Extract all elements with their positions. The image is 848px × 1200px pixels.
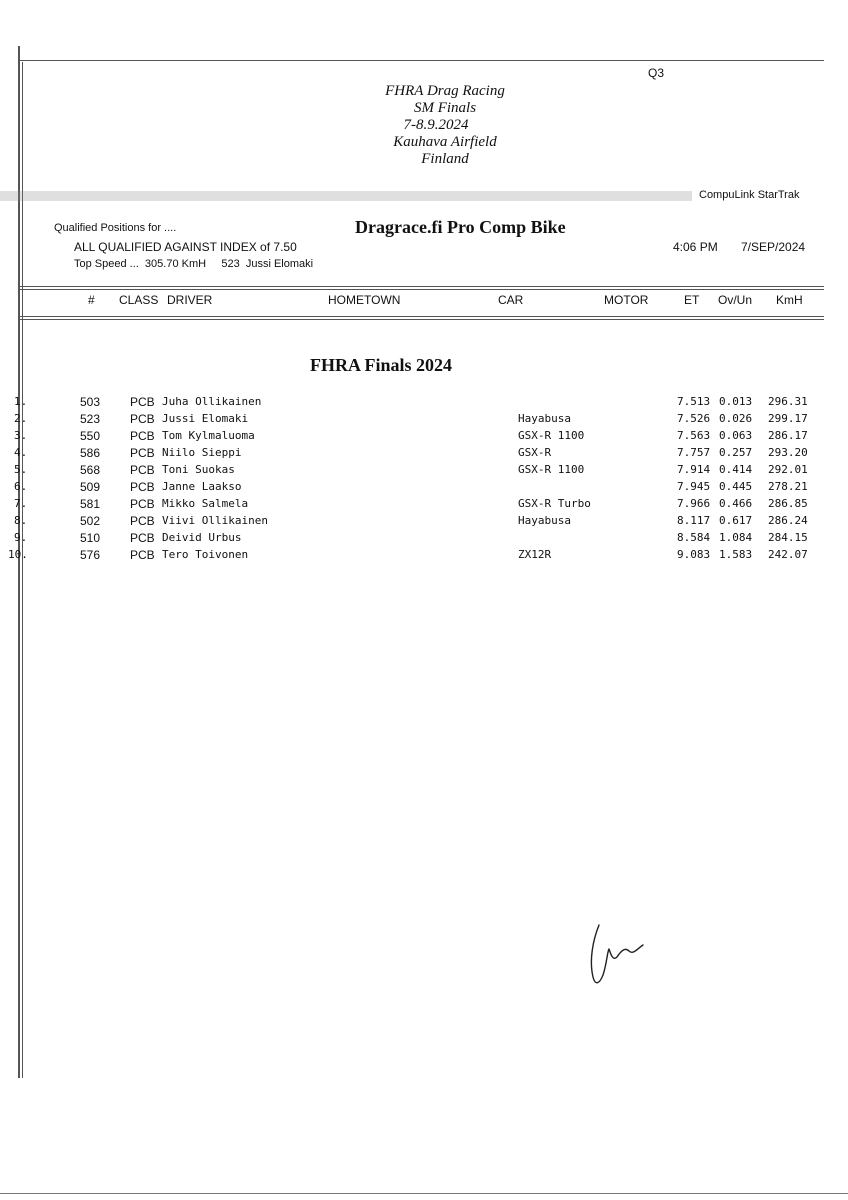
cell-ovun: 0.063 — [719, 429, 753, 442]
table-row — [0, 463, 848, 479]
left-border-line-inner — [22, 62, 23, 1078]
table-row — [0, 514, 848, 530]
qualified-label: Qualified Positions for .... — [54, 222, 177, 234]
cell-car: GSX-R 1100 — [518, 463, 585, 476]
cell-position: 8. — [14, 514, 28, 527]
cell-driver: Juha Ollikainen — [162, 395, 262, 408]
cell-et: 7.757 — [677, 446, 711, 459]
table-row — [0, 412, 848, 428]
report-date: 7/SEP/2024 — [741, 240, 806, 254]
cell-ovun: 0.466 — [719, 497, 753, 510]
table-row — [0, 548, 848, 564]
cell-position: 1. — [14, 395, 28, 408]
col-header-kmh: KmH — [776, 293, 803, 307]
col-header-car: CAR — [498, 293, 524, 307]
cell-number: 550 — [80, 429, 101, 443]
cell-ovun: 0.257 — [719, 446, 753, 459]
cell-number: 510 — [80, 531, 101, 545]
cell-position: 10. — [8, 548, 28, 561]
bottom-page-line — [0, 1193, 848, 1194]
col-header-class: CLASS — [119, 293, 159, 307]
cell-kmh: 286.24 — [768, 514, 808, 527]
event-line: Kauhava Airfield — [393, 134, 497, 150]
cell-kmh: 293.20 — [768, 446, 808, 459]
col-header-et: ET — [684, 293, 700, 307]
cell-ovun: 0.013 — [719, 395, 753, 408]
cell-number: 586 — [80, 446, 101, 460]
cell-class: PCB — [130, 531, 155, 545]
event-line: 7-8.9.2024 — [403, 117, 469, 133]
col-header-hometown: HOMETOWN — [328, 293, 401, 307]
cell-kmh: 284.15 — [768, 531, 808, 544]
brand-label: CompuLink StarTrak — [699, 189, 800, 201]
cell-class: PCB — [130, 497, 155, 511]
cell-class: PCB — [130, 429, 155, 443]
cell-kmh: 286.85 — [768, 497, 808, 510]
dotted-separator — [0, 191, 692, 201]
cell-class: PCB — [130, 446, 155, 460]
cell-position: 5. — [14, 463, 28, 476]
cell-driver: Deivid Urbus — [162, 531, 242, 544]
cell-car: Hayabusa — [518, 412, 571, 425]
col-header-num: # — [88, 293, 95, 307]
table-row — [0, 531, 848, 547]
cell-kmh: 278.21 — [768, 480, 808, 493]
table-row — [0, 446, 848, 462]
cell-driver: Tom Kylmaluoma — [162, 429, 255, 442]
cell-driver: Mikko Salmela — [162, 497, 249, 510]
header-rule-top — [18, 286, 824, 287]
cell-class: PCB — [130, 412, 155, 426]
cell-ovun: 0.026 — [719, 412, 753, 425]
cell-driver: Tero Toivonen — [162, 548, 249, 561]
cell-kmh: 292.01 — [768, 463, 808, 476]
cell-et: 7.914 — [677, 463, 711, 476]
index-line: ALL QUALIFIED AGAINST INDEX of 7.50 — [74, 240, 297, 254]
table-row — [0, 497, 848, 513]
cell-kmh: 299.17 — [768, 412, 808, 425]
cell-car: ZX12R — [518, 548, 552, 561]
event-line: FHRA Drag Racing — [385, 83, 505, 99]
cell-et: 7.526 — [677, 412, 711, 425]
cell-car: GSX-R Turbo — [518, 497, 591, 510]
cell-class: PCB — [130, 548, 155, 562]
cell-et: 7.513 — [677, 395, 711, 408]
cell-class: PCB — [130, 395, 155, 409]
cell-class: PCB — [130, 463, 155, 477]
cell-et: 7.563 — [677, 429, 711, 442]
cell-ovun: 0.617 — [719, 514, 753, 527]
cell-position: 6. — [14, 480, 28, 493]
cell-et: 7.945 — [677, 480, 711, 493]
col-header-ovun: Ov/Un — [718, 293, 753, 307]
event-line: SM Finals — [413, 100, 477, 116]
report-time: 4:06 PM — [673, 240, 718, 254]
cell-number: 523 — [80, 412, 101, 426]
table-row — [0, 480, 848, 496]
cell-number: 509 — [80, 480, 101, 494]
cell-car: Hayabusa — [518, 514, 571, 527]
cell-et: 9.083 — [677, 548, 711, 561]
report-code: Q3 — [648, 66, 665, 80]
cell-driver: Niilo Sieppi — [162, 446, 242, 459]
cell-ovun: 1.583 — [719, 548, 753, 561]
cell-kmh: 242.07 — [768, 548, 808, 561]
cell-et: 8.117 — [677, 514, 711, 527]
table-row — [0, 395, 848, 411]
event-line: Finland — [421, 151, 469, 167]
cell-car: GSX-R 1100 — [518, 429, 585, 442]
header-rule-top-2 — [18, 289, 824, 290]
cell-driver: Janne Laakso — [162, 480, 242, 493]
class-title: Dragrace.fi Pro Comp Bike — [355, 217, 566, 237]
cell-number: 581 — [80, 497, 101, 511]
header-rule-bottom — [18, 316, 824, 317]
col-header-motor: MOTOR — [604, 293, 649, 307]
cell-kmh: 296.31 — [768, 395, 808, 408]
section-title: FHRA Finals 2024 — [310, 355, 453, 375]
col-header-driver: DRIVER — [167, 293, 213, 307]
cell-position: 9. — [14, 531, 28, 544]
header-rule-bottom-2 — [18, 319, 824, 320]
table-row — [0, 429, 848, 445]
cell-ovun: 0.445 — [719, 480, 753, 493]
cell-kmh: 286.17 — [768, 429, 808, 442]
signature-mark — [585, 915, 655, 990]
cell-number: 503 — [80, 395, 101, 409]
event-title-block — [345, 83, 545, 168]
top-border-line — [18, 60, 824, 61]
cell-class: PCB — [130, 480, 155, 494]
cell-position: 4. — [14, 446, 28, 459]
cell-driver: Viivi Ollikainen — [162, 514, 268, 527]
cell-number: 576 — [80, 548, 101, 562]
cell-driver: Jussi Elomaki — [162, 412, 249, 425]
cell-position: 7. — [14, 497, 28, 510]
cell-car: GSX-R — [518, 446, 552, 459]
cell-number: 568 — [80, 463, 101, 477]
cell-et: 7.966 — [677, 497, 711, 510]
cell-position: 2. — [14, 412, 28, 425]
cell-position: 3. — [14, 429, 28, 442]
cell-et: 8.584 — [677, 531, 711, 544]
cell-class: PCB — [130, 514, 155, 528]
cell-driver: Toni Suokas — [162, 463, 235, 476]
cell-ovun: 0.414 — [719, 463, 753, 476]
cell-ovun: 1.084 — [719, 531, 753, 544]
cell-number: 502 — [80, 514, 101, 528]
top-speed-line: Top Speed ... 305.70 KmH 523 Jussi Elomaki — [74, 258, 314, 270]
